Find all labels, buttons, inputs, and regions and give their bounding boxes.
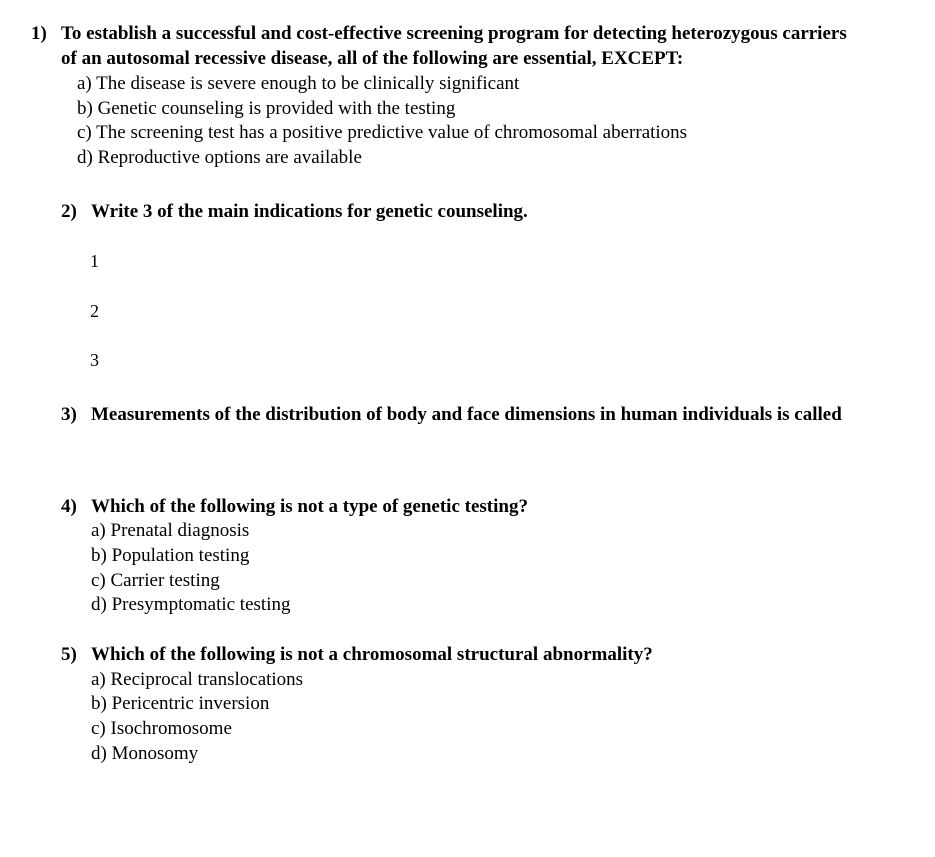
answer-slot-1[interactable]: 1 — [90, 251, 99, 271]
option-c[interactable]: c) Isochromosome — [91, 718, 232, 739]
question-text-line-2: of an autosomal recessive disease, all of the following are essential, EXCEPT: — [61, 48, 684, 69]
option-c[interactable]: c) The screening test has a positive predictive value of chromosomal aberrations — [77, 122, 688, 143]
option-c[interactable]: c) Carrier testing — [91, 570, 220, 591]
answer-slot-3[interactable]: 3 — [90, 350, 99, 370]
question-number: 5) — [61, 644, 77, 665]
question-number: 3) — [61, 404, 77, 425]
option-a[interactable]: a) The disease is severe enough to be clinically significant — [77, 73, 520, 94]
question-text: Write 3 of the main indications for genetic counseling. — [91, 201, 528, 222]
option-b[interactable]: b) Population testing — [91, 545, 250, 566]
question-text: Measurements of the distribution of body and face dimensions in human individuals is called — [91, 404, 842, 425]
question-number: 4) — [61, 496, 77, 517]
question-text-line-1: To establish a successful and cost-effective screening program for detecting heterozygous carriers — [61, 23, 847, 44]
option-a[interactable]: a) Reciprocal translocations — [91, 669, 304, 690]
answer-slot-2[interactable]: 2 — [90, 301, 99, 321]
question-number: 2) — [61, 201, 77, 222]
option-a[interactable]: a) Prenatal diagnosis — [91, 520, 250, 541]
option-d[interactable]: d) Presymptomatic testing — [91, 594, 291, 615]
option-d[interactable]: d) Reproductive options are available — [77, 147, 362, 168]
option-d[interactable]: d) Monosomy — [91, 743, 199, 764]
question-text: Which of the following is not a type of genetic testing? — [91, 496, 528, 517]
question-number: 1) — [31, 23, 47, 44]
question-text: Which of the following is not a chromosomal structural abnormality? — [91, 644, 653, 665]
option-b[interactable]: b) Pericentric inversion — [91, 693, 270, 714]
option-b[interactable]: b) Genetic counseling is provided with the testing — [77, 98, 456, 119]
